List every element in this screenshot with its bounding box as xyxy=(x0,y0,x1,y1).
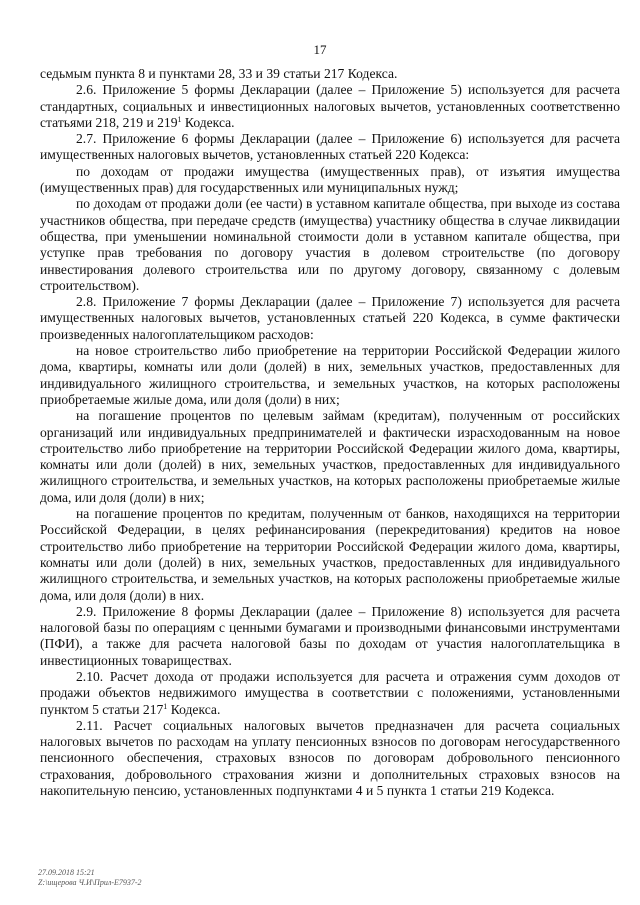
list-item-refinancing: на погашение процентов по кредитам, полученным от банков, находящихся на территории Российской Федерации, в целях рефинансирования (перекредитования) кредитов на новое строительство либо приобретение на территории Российской Федерации жилого дома, квартиры, комнаты или доли (долей) в них, земельных участков, предоставленных для индивидуального жилищного строительства, и земельных участков, на которых расположены приобретаемые жилые дома, или доля (доли) в них. xyxy=(40,506,620,603)
footer-timestamp: 27.09.2018 15:21 xyxy=(38,868,95,877)
paragraph-2-7: 2.7. Приложение 6 формы Декларации (далее – Приложение 6) используется для расчета имущественных налоговых вычетов, установленных статьей 220 Кодекса: xyxy=(40,131,620,163)
paragraph-2-6: 2.6. Приложение 5 формы Декларации (далее – Приложение 5) используется для расчета стандартных, социальных и инвестиционных налоговых вычетов, установленных соответственно статьями 218, 219 и $219^1$ Кодекса. xyxy=(40,82,620,130)
paragraph-2-9: 2.9. Приложение 8 формы Декларации (далее – Приложение 8) используется для расчета налоговой базы по операциям с ценными бумагами и производными финансовыми инструментами (ПФИ), а также для расчета налоговой базы по доходам от участия налогоплательщика в инвестиционных товариществах. xyxy=(40,603,620,668)
file-footer xyxy=(38,868,142,888)
list-item-construction: на новое строительство либо приобретение на территории Российской Федерации жилого дома, квартиры, комнаты или доли (долей) в них, земельных участков, предоставленных для индивидуального жилищного строительства, и земельных участков, на которых расположены приобретаемые жилые дома, или доля (доли) в них; xyxy=(40,343,620,407)
paragraph-2-11: 2.11. Расчет социальных налоговых вычетов предназначен для расчета социальных налоговых вычетов по расходам на уплату пенсионных взносов по договорам негосударственного пенсионного обеспечения, страховых взносов по договорам добровольного пенсионного страхования, добровольного страхования жизни и дополнительных страховых взносов на накопительную пенсию, установленных подпунктами 4 и 5 пункта 1 статьи 219 Кодекса. xyxy=(40,717,620,799)
footer-file-path: Z:\ищерова Ч.И\Прил-Е7937-2 xyxy=(38,878,142,887)
superscript-1: 1 xyxy=(177,114,182,124)
document-body xyxy=(40,66,620,799)
paragraph-2-10: 2.10. Расчет дохода от продажи используется для расчета и отражения сумм доходов от продажи объектов недвижимого имущества в соответствии с положениями, установленными пунктом 5 статьи $217^1$ Кодекса. xyxy=(40,668,620,717)
list-item-share-sale: по доходам от продажи доли (ее части) в уставном капитале общества, при выходе из состава участников общества, при передаче средств (имущества) участнику общества в случае ликвидации общества, при уменьшении номинальной стоимости доли в уставном капитале общества, при уступке прав требования по договору участия в долевом строительстве (по договору инвестирования долевого строительства или по другому договору, связанному с долевым строительством). xyxy=(40,196,620,293)
list-item-target-loans: на погашение процентов по целевым займам (кредитам), полученным от российских организаций или индивидуальных предпринимателей и фактически израсходованным на новое строительство либо приобретение на территории Российской Федерации жилого дома, квартиры, комнаты или доли (долей) в них, земельных участков, предоставленных для индивидуального жилищного строительства, и земельных участков, на которых расположены приобретаемые жилые дома, или доля (доли) в них; xyxy=(40,408,620,505)
paragraph-2-8: 2.8. Приложение 7 формы Декларации (далее – Приложение 7) используется для расчета имущественных налоговых вычетов, установленных статьей 220 Кодекса, в сумме фактически произведенных налогоплательщиком расходов: xyxy=(40,294,620,342)
list-item-property-sale: по доходам от продажи имущества (имущественных прав), от изъятия имущества (имущественных прав) для государственных или муниципальных нужд; xyxy=(40,163,620,196)
page-number: 17 xyxy=(313,42,327,57)
superscript-1: 1 xyxy=(163,701,168,711)
paragraph-continuation: седьмым пункта 8 и пунктами 28, 33 и 39 статьи 217 Кодекса. xyxy=(40,66,398,81)
